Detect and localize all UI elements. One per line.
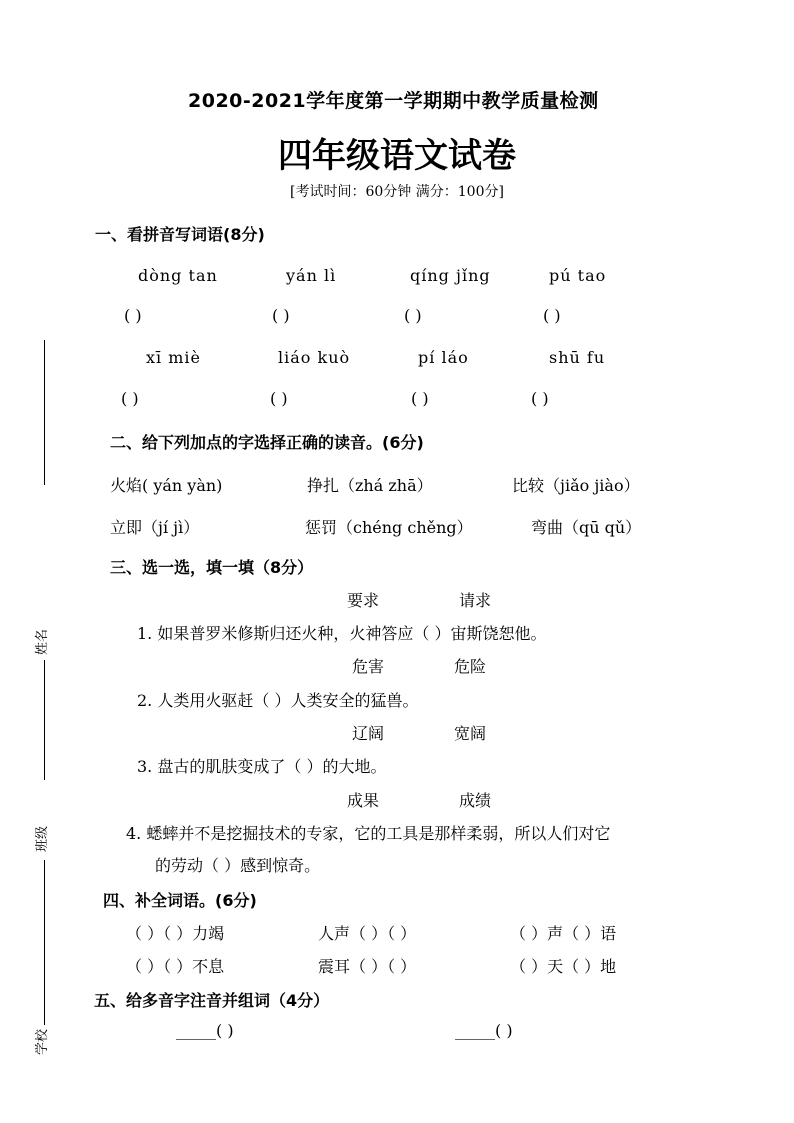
- pronunciation-item[interactable]: 立即（jí jì）: [110, 518, 200, 537]
- word-option: 成果: [347, 791, 380, 810]
- margin-line-top: [44, 340, 45, 485]
- idiom-blank[interactable]: 人声（ ）（ ）: [318, 924, 417, 943]
- pronunciation-item[interactable]: 弯曲（qū qǔ）: [531, 518, 642, 537]
- section5-title: 五、给多音字注音并组词（4分）: [94, 991, 330, 1010]
- idiom-blank[interactable]: （ ）声（ ）语: [510, 924, 617, 943]
- section4-title: 四、补全词语。(6分): [103, 891, 257, 910]
- word-option: 辽阔: [352, 724, 385, 743]
- margin-line-name: [44, 660, 45, 780]
- word-option: 危害: [352, 657, 385, 676]
- idiom-blank[interactable]: （ ）（ ）力竭: [126, 924, 225, 943]
- word-option: 宽阔: [454, 724, 487, 743]
- answer-blank[interactable]: ( ): [543, 306, 561, 325]
- polyphone-blank[interactable]: _____( ): [455, 1021, 513, 1040]
- name-label: 姓名: [35, 628, 50, 655]
- pronunciation-item[interactable]: 火焰( yán yàn): [110, 476, 223, 495]
- answer-blank[interactable]: ( ): [121, 389, 139, 408]
- pronunciation-item[interactable]: 惩罚（chéng chěng）: [305, 518, 473, 537]
- answer-blank[interactable]: ( ): [404, 306, 422, 325]
- pinyin-item: liáo kuò: [278, 348, 351, 367]
- class-label: 班级: [35, 825, 50, 852]
- answer-blank[interactable]: ( ): [411, 389, 429, 408]
- pronunciation-item[interactable]: 挣扎（zhá zhā）: [307, 476, 433, 495]
- section2-title: 二、给下列加点的字选择正确的读音。(6分): [110, 433, 424, 452]
- section1-title: 一、看拼音写词语(8分): [95, 225, 265, 244]
- pinyin-item: yán lì: [286, 266, 337, 285]
- answer-blank[interactable]: ( ): [272, 306, 290, 325]
- idiom-blank[interactable]: 震耳（ ）（ ）: [318, 957, 417, 976]
- pinyin-item: dòng tan: [138, 266, 218, 285]
- paper-title: 四年级语文试卷: [278, 136, 516, 176]
- fill-question[interactable]: 3. 盘古的肌肤变成了（ ）的大地。: [137, 757, 387, 776]
- pinyin-item: pí láo: [418, 348, 469, 367]
- fill-question[interactable]: 4. 蟋蟀并不是挖掘技术的专家，它的工具是那样柔弱，所以人们对它: [126, 824, 611, 843]
- exam-title: 2020-2021学年度第一学期期中教学质量检测: [188, 90, 599, 112]
- pinyin-item: xī miè: [146, 348, 201, 367]
- word-option: 要求: [347, 591, 380, 610]
- section3-title: 三、选一选，填一填（8分）: [110, 558, 314, 577]
- pinyin-item: shū fu: [549, 348, 606, 367]
- idiom-blank[interactable]: （ ）天（ ）地: [510, 957, 617, 976]
- answer-blank[interactable]: ( ): [531, 389, 549, 408]
- pinyin-item: pú tao: [549, 266, 607, 285]
- answer-blank[interactable]: ( ): [270, 389, 288, 408]
- idiom-blank[interactable]: （ ）（ ）不息: [126, 957, 225, 976]
- fill-question[interactable]: 2. 人类用火驱赶（ ）人类安全的猛兽。: [137, 691, 419, 710]
- polyphone-blank[interactable]: _____( ): [176, 1021, 234, 1040]
- word-option: 成绩: [459, 791, 492, 810]
- word-option: 危险: [454, 657, 487, 676]
- pronunciation-item[interactable]: 比较（jiǎo jiào）: [512, 476, 640, 495]
- fill-question-continued[interactable]: 的劳动（ ）感到惊奇。: [155, 856, 321, 875]
- school-label: 学校: [35, 1028, 50, 1055]
- fill-question[interactable]: 1. 如果普罗米修斯归还火种，火神答应（ ）宙斯饶恕他。: [137, 624, 547, 643]
- margin-line-class: [44, 860, 45, 1025]
- pinyin-item: qíng jǐng: [410, 266, 491, 285]
- word-option: 请求: [459, 591, 492, 610]
- exam-info: [考试时间：60分钟 满分：100分]: [290, 184, 504, 200]
- answer-blank[interactable]: ( ): [124, 306, 142, 325]
